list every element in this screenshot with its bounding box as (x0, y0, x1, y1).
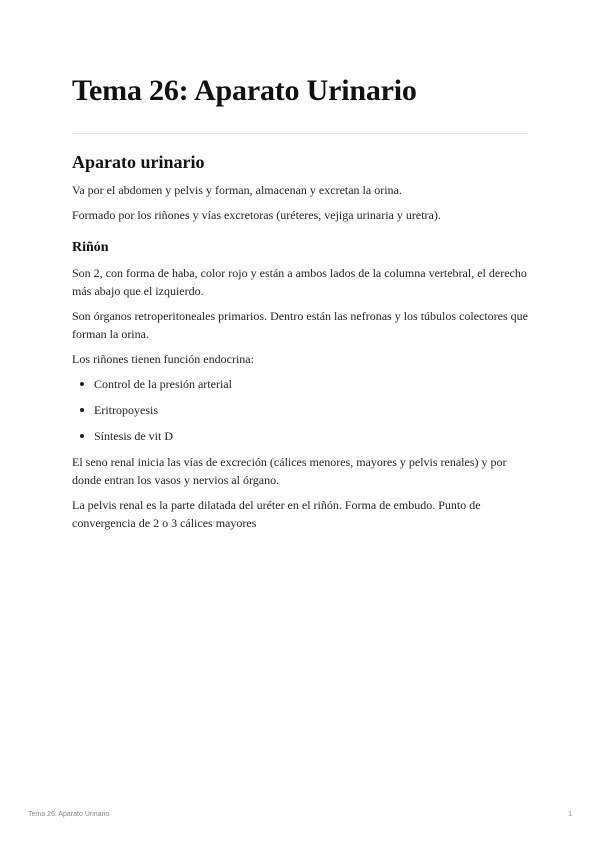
paragraph: Formado por los riñones y vías excretoras (uréteres, vejiga urinaria y uretra). (72, 208, 441, 222)
list-item-text: Eritropoyesis (94, 403, 158, 417)
bullet-list (72, 375, 528, 445)
list-item (94, 401, 528, 419)
section-heading: Aparato urinario (72, 152, 205, 172)
list-item (94, 427, 528, 445)
paragraph: Va por el abdomen y pelvis y forman, almacenan y excretan la orina. (72, 183, 402, 197)
list-item (94, 375, 528, 393)
page-number: 1 (568, 811, 572, 818)
bullet-icon (80, 434, 84, 438)
title-divider (72, 133, 528, 134)
paragraph: La pelvis renal es la parte dilatada del uréter en el riñón. Forma de embudo. Punto de convergencia de 2 o 3 cálices mayores (72, 498, 481, 530)
subsection-heading: Riñón (72, 240, 109, 255)
paragraph: Los riñones tienen función endocrina: (72, 352, 254, 366)
paragraph: Son órganos retroperitoneales primarios. Dentro están las nefronas y los túbulos colectores que forman la orina. (72, 309, 528, 341)
paragraph: Son 2, con forma de haba, color rojo y están a ambos lados de la columna vertebral, el derecho más abajo que el izquierdo. (72, 266, 527, 298)
paragraph: El seno renal inicia las vías de excreción (cálices menores, mayores y pelvis renales) y por donde entran los vasos y nervios al órgano. (72, 455, 507, 487)
footer-title: Tema 26: Aparato Urinario (28, 811, 110, 818)
list-item-text: Control de la presión arterial (94, 377, 232, 391)
list-item-text: Síntesis de vit D (94, 429, 174, 443)
bullet-icon (80, 408, 84, 412)
page-title: Tema 26: Aparato Urinario (72, 74, 417, 107)
document-body (72, 149, 528, 539)
bullet-icon (80, 382, 84, 386)
